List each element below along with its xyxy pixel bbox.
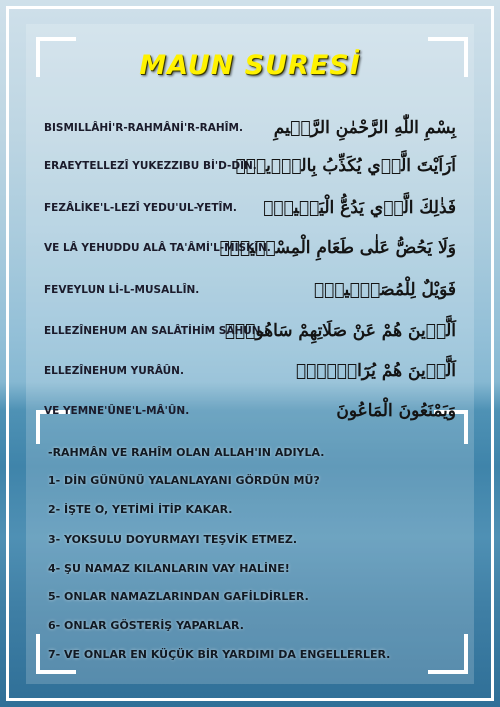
verse-row — [0, 353, 500, 383]
verse-row — [0, 190, 500, 220]
verse-arabic: اَلَّذ۪ينَ هُمْ عَنْ صَلَاتِهِمْ سَاهُونَۙ — [224, 321, 456, 341]
verse-transliteration: FEZÂLİKE'L-LEZÎ YEDU'UL-YETÎM. — [44, 202, 237, 214]
verse-row — [0, 230, 500, 260]
meal-line: 5- ONLAR NAMAZLARINDAN GAFİLDİRLER. — [48, 590, 309, 603]
verse-arabic: وَلَا يَحُضُّ عَلٰى طَعَامِ الْمِسْك۪ينِۜ — [219, 238, 456, 258]
meal-line: 3- YOKSULU DOYURMAYI TEŞVİK ETMEZ. — [48, 533, 298, 546]
verse-arabic: اَلَّذ۪ينَ هُمْ يُرَٓاؤُ۫نَۙ — [295, 361, 456, 381]
verse-row — [0, 393, 500, 423]
verse-transliteration: ERAEYTELLEZÎ YUKEZZIBU Bİ'D-DÎN. — [44, 160, 257, 172]
corner-bracket-bottom-right — [428, 634, 468, 674]
verse-row — [0, 313, 500, 343]
verse-arabic: بِسْمِ اللّٰهِ الرَّحْمٰنِ الرَّح۪يمِ — [273, 118, 456, 138]
meal-line: 7- VE ONLAR EN KÜÇÜK BİR YARDIMI DA ENGELLERLER. — [48, 648, 391, 661]
verse-row — [0, 110, 500, 140]
verse-arabic: فَوَيْلٌ لِلْمُصَلّ۪ينَۙ — [313, 280, 456, 300]
meal-line: 2- İŞTE O, YETİMİ İTİP KAKAR. — [48, 503, 233, 516]
verse-transliteration: ELLEZÎNEHUM AN SALÂTİHİM SÂHÛN. — [44, 325, 265, 337]
verse-arabic: فَذٰلِكَ الَّذ۪ي يَدُعُّ الْيَت۪يمَۙ — [263, 198, 456, 218]
verse-arabic: وَيَمْنَعُونَ الْمَاعُونَ — [336, 401, 456, 421]
verse-transliteration: VE YEMNE'ÛNE'L-MÂ'ÛN. — [44, 405, 190, 417]
verse-row — [0, 148, 500, 178]
meal-line: 1- DİN GÜNÜNÜ YALANLAYANI GÖRDÜN MÜ? — [48, 474, 320, 487]
verse-transliteration: ELLEZÎNEHUM YURÂÛN. — [44, 365, 184, 377]
verse-arabic: اَرَاَيْتَ الَّذ۪ي يُكَذِّبُ بِالدّ۪ينِۜ — [235, 156, 456, 176]
meal-line: 6- ONLAR GÖSTERİŞ YAPARLAR. — [48, 619, 244, 632]
verse-transliteration: FEVEYLUN Lİ-L-MUSALLÎN. — [44, 284, 200, 296]
verse-transliteration: BISMILLÂHİ'R-RAHMÂNİ'R-RAHÎM. — [44, 122, 243, 134]
meal-line: 4- ŞU NAMAZ KILANLARIN VAY HALİNE! — [48, 562, 290, 575]
meal-line: -RAHMÂN VE RAHÎM OLAN ALLAH'IN ADIYLA. — [48, 446, 325, 459]
page-title: MAUN SURESİ — [139, 50, 361, 81]
verse-row — [0, 272, 500, 302]
verse-transliteration: VE LÂ YEHUDDU ALÂ TA'ÂMİ'L-MİSKÎN. — [44, 242, 271, 254]
